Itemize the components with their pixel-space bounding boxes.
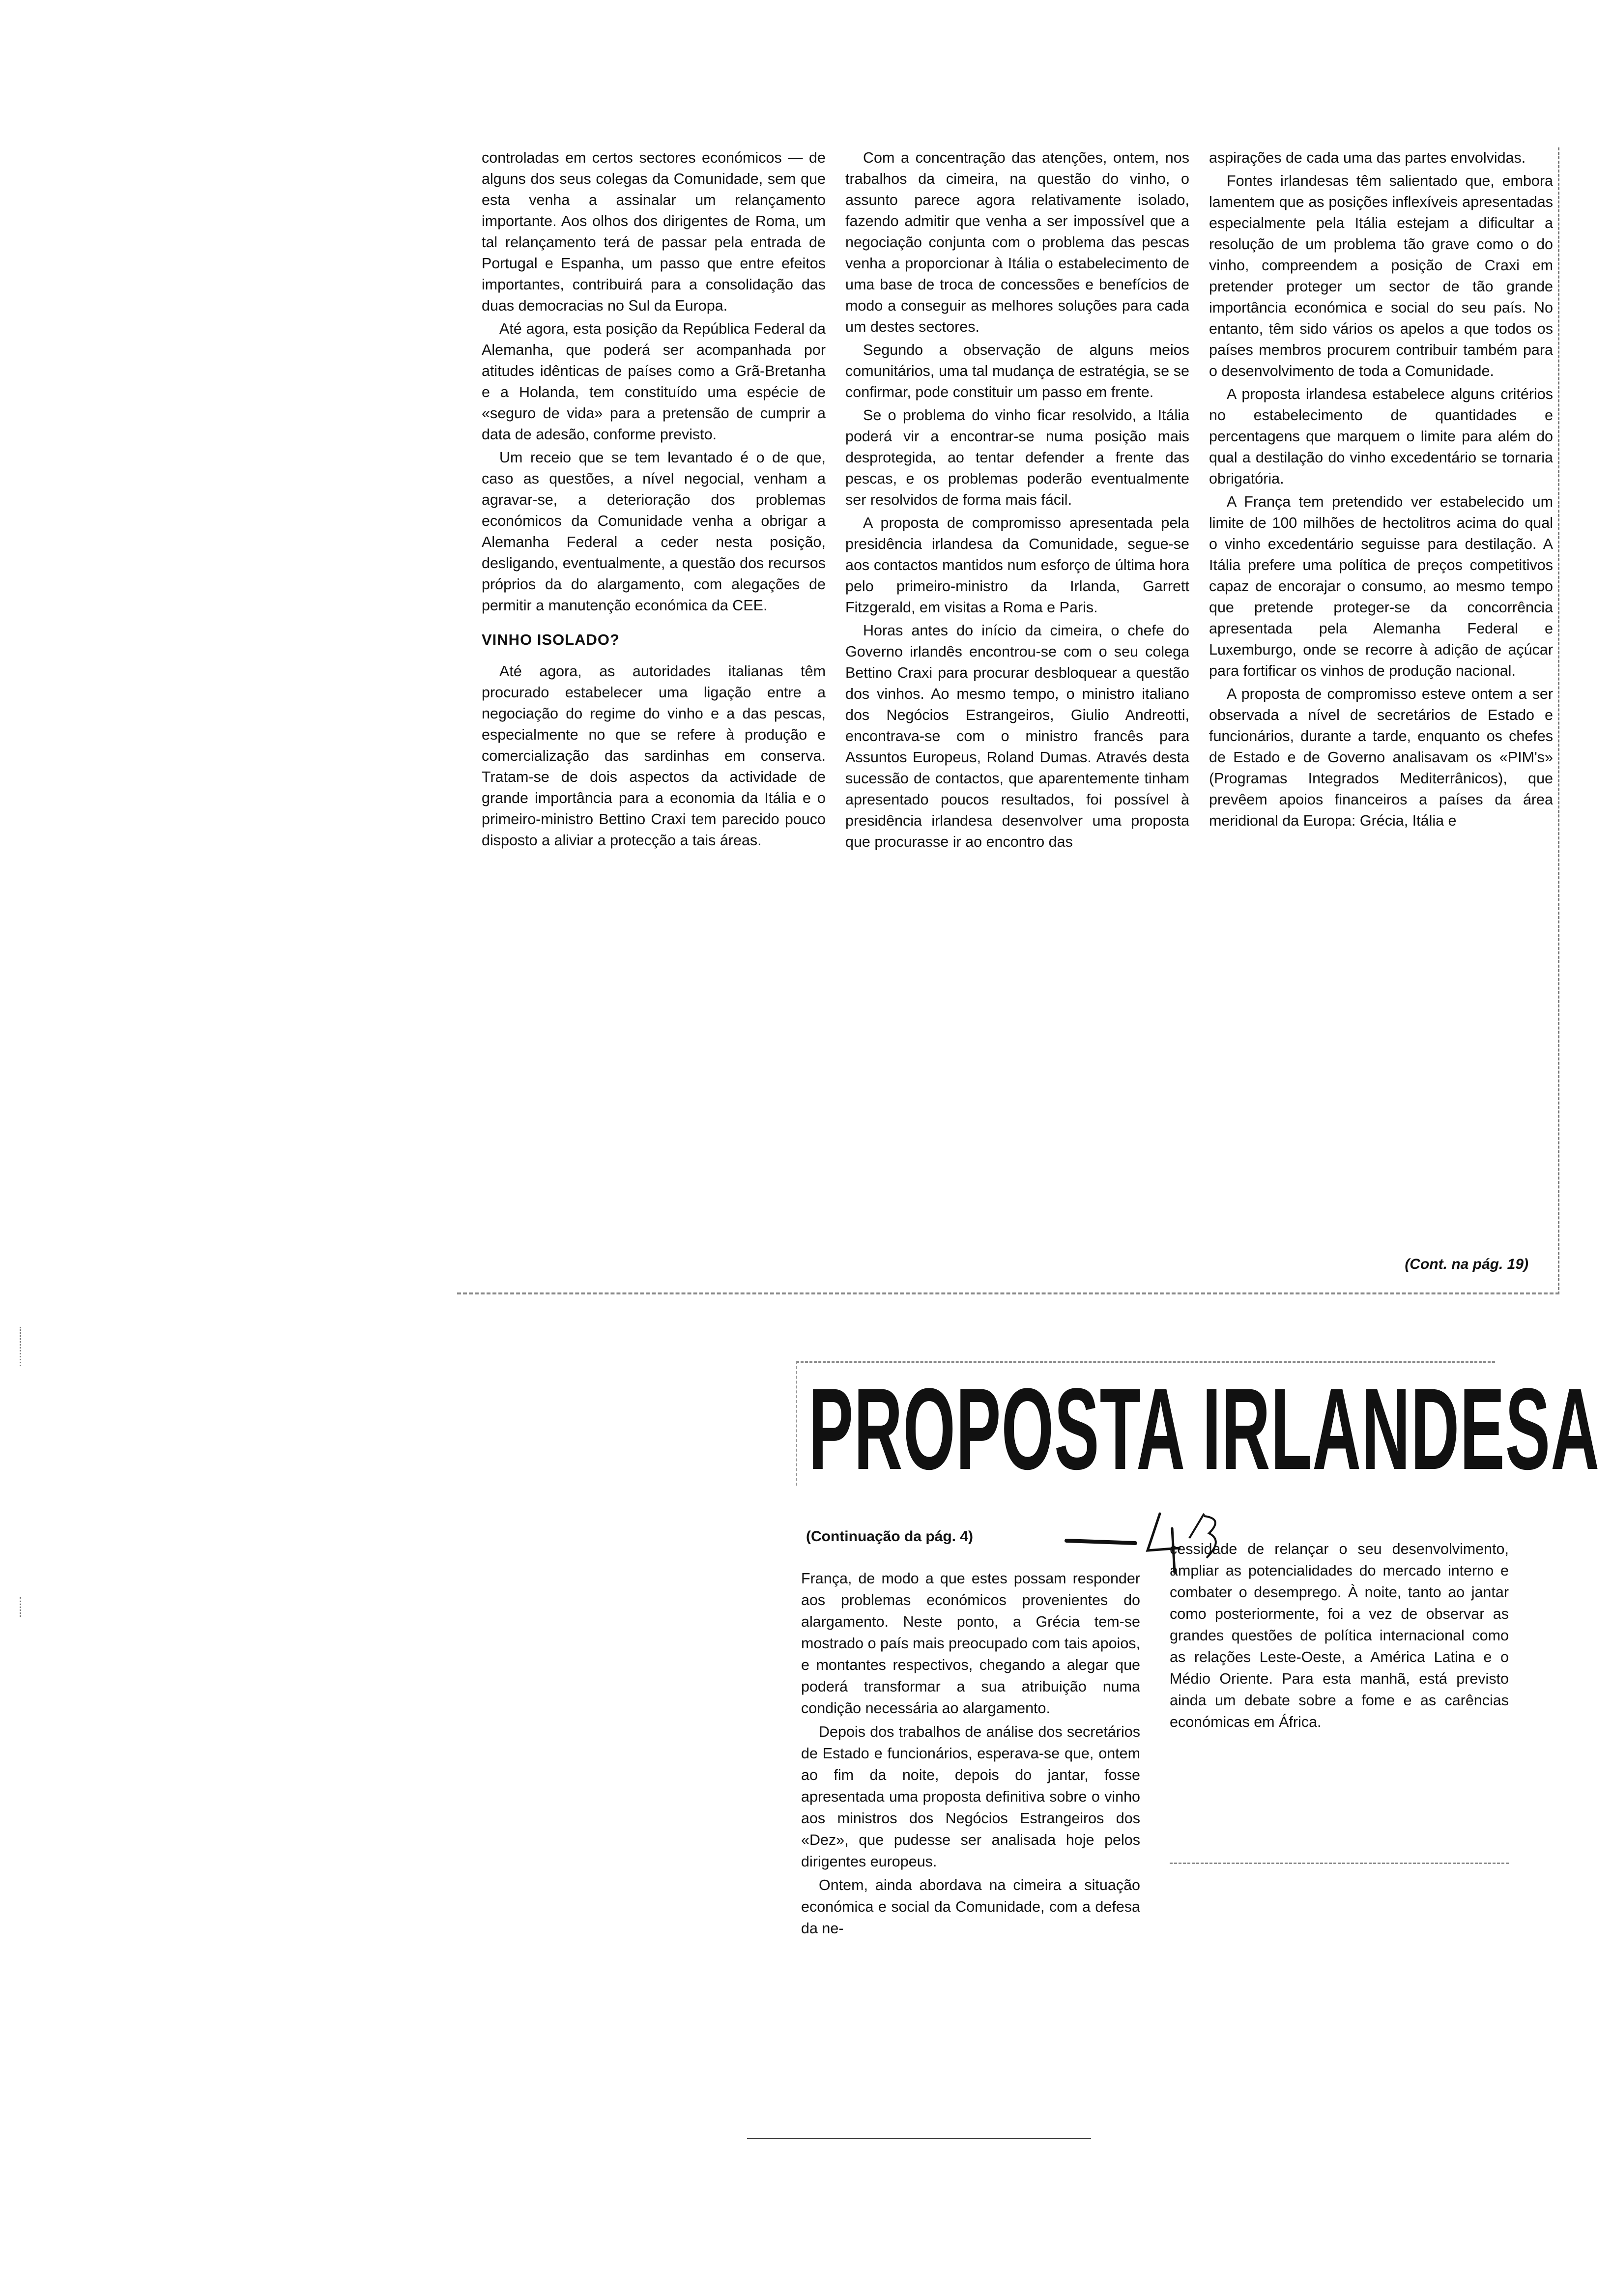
bottom-article-column-2 xyxy=(1170,1538,1509,1735)
column-end-rule xyxy=(1170,1863,1509,1864)
paragraph: A proposta irlandesa estabelece alguns critérios no estabelecimento de quantidades e percentagens que marquem o limite para além do qual a destilação do vinho excedentário se tornaria obrigatória. xyxy=(1209,386,1553,487)
paragraph: Depois dos trabalhos de análise dos secretários de Estado e funcionários, esperava-se que, ontem ao fim da noite, depois do jantar, fosse apresentada uma proposta definitiva sobre o vinho aos ministros dos Negócios Estrangeiros dos «Dez», que pudesse ser analisada hoje pelos dirigentes europeus. xyxy=(801,1723,1140,1870)
subheading: VINHO ISOLADO? xyxy=(482,631,620,648)
top-article-column-1 xyxy=(482,147,826,853)
paragraph: França, de modo a que estes possam responder aos problemas económicos provenientes do alargamento. Neste ponto, a Grécia tem-se mostrado o país mais preocupado com tais apoios, e montantes respectivos, chegando a alegar que poderá transformar a sua atribuição numa condição necessária ao alargamento. xyxy=(801,1570,1141,1717)
bottom-article-column-1 xyxy=(801,1568,1140,1941)
bottom-rule xyxy=(747,2138,1091,2139)
paragraph: A proposta de compromisso apresentada pela presidência irlandesa da Comunidade, segue-se aos contactos mantidos num esforço de última hora pelo primeiro-ministro da Irlanda, Garrett Fitzgerald, em visitas a Roma e Paris. xyxy=(845,515,1189,616)
paragraph: Com a concentração das atenções, ontem, nos trabalhos da cimeira, na questão do vinho, o assunto parece agora relativamente isolado, fazendo admitir que venha a ser impossível que a negociação conjunta com o problema das pescas venha a proporcionar à Itália o estabelecimento de uma base de troca de concessões e benefícios de modo a conseguir as melhores soluções para cada um destes sectores. xyxy=(845,149,1189,335)
scan-margin-marks xyxy=(20,1327,31,1366)
paragraph: cessidade de relançar o seu desenvolvimento, ampliar as potencialidades do mercado interno e combater o desemprego. À noite, tanto ao jantar como posteriormente, foi a vez de observar as grandes questões de política internacional como as relações Leste-Oeste, a América Latina e o Médio Oriente. Para esta manhã, está previsto ainda um debate sobre a fome e as carências económicas em África. xyxy=(1170,1541,1509,1730)
paragraph: Até agora, esta posição da República Federal da Alemanha, que poderá ser acompanhada por atitudes idênticas de países como a Grã-Bretanha e a Holanda, tem constituído uma espécie de «seguro de vida» para a pretensão de cumprir a data de adesão, conforme previsto. xyxy=(482,320,826,443)
top-article-column-2 xyxy=(845,147,1189,855)
paragraph: A proposta de compromisso esteve ontem a ser observada a nível de secretários de Estado e funcionários, durante a tarde, enquanto os chefes de Estado e de Governo analisavam os «PIM's» (Programas Integrados Mediterrânicos), que prevêem apoios financeiros a países da área meridional da Europa: Grécia, Itália e xyxy=(1209,686,1553,829)
top-article-clipping xyxy=(457,147,1559,1294)
continued-note: (Cont. na pág. 19) xyxy=(1405,1256,1528,1272)
paragraph: Fontes irlandesas têm salientado que, embora lamentem que as posições inflexíveis apresentadas especialmente pela Itália estejam a dificultar a resolução de um problema tão grave como o do vinho, compreendem a posição de Craxi em pretender proteger um sector de tão grande importância económica e social do seu país. No entanto, têm sido vários os apelos a que todos os países membros procurem contribuir também para o desenvolvimento de toda a Comunidade. xyxy=(1209,172,1553,379)
paragraph: Segundo a observação de alguns meios comunitários, uma tal mudança de estratégia, se se confirmar, pode constituir um passo em frente. xyxy=(845,342,1189,401)
scan-margin-marks xyxy=(20,1597,31,1617)
paragraph: Se o problema do vinho ficar resolvido, a Itália poderá vir a encontrar-se numa posição mais desprotegida, ao tentar defender a frente das pescas, e os problemas poderão eventualmente ser resolvidos de forma mais fácil. xyxy=(845,407,1189,508)
paragraph: Até agora, as autoridades italianas têm procurado estabelecer uma ligação entre a negociação do regime do vinho e a das pescas, especialmente no que se refere à produção e comercialização das sardinhas em conserva. Tratam-se de dois aspectos da actividade de grande importância para a economia da Itália e o primeiro-ministro Bettino Craxi tem parecido pouco disposto a aliviar a protecção a tais áreas. xyxy=(482,663,826,849)
top-article-column-3 xyxy=(1209,147,1553,833)
paragraph: Horas antes do início da cimeira, o chefe do Governo irlandês encontrou-se com o seu colega Bettino Craxi para procurar desbloquear a questão dos vinhos. Ao mesmo tempo, o ministro italiano dos Negócios Estrangeiros, Giulio Andreotti, encontrava-se com o ministro francês para Assuntos Europeus, Roland Dumas. Através desta sucessão de contactos, que aparentemente tinham apresentado poucos resultados, foi possível à presidência irlandesa desenvolver uma proposta que procurasse ir ao encontro das xyxy=(845,622,1189,850)
paragraph: Um receio que se tem levantado é o de que, caso as questões, a nível negocial, venham a agravar-se, a deterioração dos problemas económicos da Comunidade venha a obrigar a Alemanha Federal a ceder nesta posição, desligando, eventualmente, a questão dos recursos próprios da do alargamento, com alegações de permitir a manutenção económica da CEE. xyxy=(482,449,826,614)
headline: PROPOSTA IRLANDESA xyxy=(808,1364,1600,1494)
paragraph: A França tem pretendido ver estabelecido um limite de 100 milhões de hectolitros acima do qual o vinho excedentário seguisse para destilação. A Itália prefere uma política de preços competitivos capaz de encorajar o consumo, ao mesmo tempo que pretende proteger-se da concorrência apresentada pela Alemanha Federal e Luxemburgo, onde se recorre à adição de açúcar para fortificar os vinhos de produção nacional. xyxy=(1209,493,1553,679)
paragraph: aspirações de cada uma das partes envolvidas. xyxy=(1209,149,1526,166)
paragraph: controladas em certos sectores económicos — de alguns dos seus colegas da Comunidade, sem que esta venha a assinalar um relançamento importante. Aos olhos dos dirigentes de Roma, um tal relançamento terá de passar pela entrada de Portugal e Espanha, um passo que entre efeitos importantes, contribuirá para a consolidação das duas democracias no Sul da Europa. xyxy=(482,149,826,314)
bottom-article-clipping xyxy=(737,1342,1600,2167)
paragraph: Ontem, ainda abordava na cimeira a situação económica e social da Comunidade, com a defesa da ne- xyxy=(801,1877,1140,1937)
continuation-note: (Continuação da pág. 4) xyxy=(806,1528,974,1545)
